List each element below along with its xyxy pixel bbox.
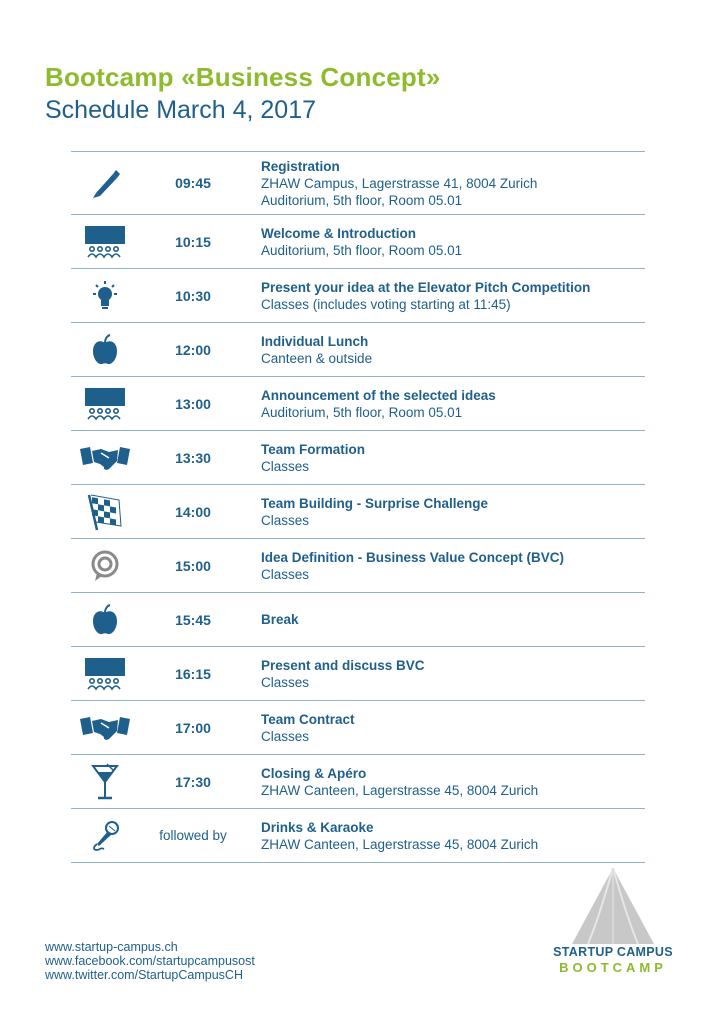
schedule-title: Announcement of the selected ideas — [261, 387, 496, 403]
schedule-title: Registration — [261, 158, 340, 174]
footer-links — [45, 940, 255, 982]
schedule-title: Welcome & Introduction — [261, 225, 417, 241]
schedule-row — [71, 755, 645, 809]
schedule-description — [261, 377, 645, 430]
page-subtitle: Schedule March 4, 2017 — [45, 96, 317, 124]
schedule-title: Present your idea at the Elevator Pitch Competition — [261, 279, 591, 295]
schedule-time: 13:00 — [175, 395, 211, 412]
handshake-icon — [79, 701, 131, 754]
location-pin-icon — [79, 539, 131, 592]
schedule-time: followed by — [159, 828, 227, 843]
schedule-title: Break — [261, 612, 299, 627]
schedule-detail: Auditorium, 5th floor, Room 05.01 — [261, 192, 463, 208]
schedule-row — [71, 215, 645, 269]
schedule-time: 13:30 — [175, 449, 211, 466]
schedule-description — [261, 809, 645, 862]
apple-icon — [79, 323, 131, 376]
schedule-detail: Classes — [261, 566, 310, 582]
schedule-description — [261, 755, 645, 808]
schedule-time: 17:30 — [175, 773, 211, 790]
schedule-detail: Classes — [261, 674, 310, 690]
schedule-detail: Auditorium, 5th floor, Room 05.01 — [261, 242, 463, 258]
schedule-row — [71, 485, 645, 539]
schedule-time: 15:45 — [175, 611, 211, 628]
schedule-time: 16:15 — [175, 665, 211, 682]
schedule-row — [71, 152, 645, 215]
schedule-time: 09:45 — [175, 175, 211, 191]
schedule-detail: Canteen & outside — [261, 350, 373, 366]
schedule-detail: ZHAW Canteen, Lagerstrasse 45, 8004 Zurich — [261, 782, 539, 798]
schedule-time: 10:30 — [175, 287, 211, 304]
schedule-time: 14:00 — [175, 503, 211, 520]
schedule-description — [261, 647, 645, 700]
schedule-time: 15:00 — [175, 557, 211, 574]
schedule-description — [261, 269, 645, 322]
schedule-description — [261, 431, 645, 484]
logo-line2: BOOTCAMP — [559, 960, 667, 975]
schedule-detail: ZHAW Campus, Lagerstrasse 41, 8004 Zurich — [261, 175, 538, 191]
schedule-description — [261, 593, 645, 646]
schedule-row — [71, 647, 645, 701]
schedule-description — [261, 323, 645, 376]
schedule-title: Individual Lunch — [261, 333, 369, 349]
footer-link[interactable]: www.twitter.com/StartupCampusCH — [45, 968, 243, 982]
schedule-title: Team Contract — [261, 711, 355, 727]
lightbulb-icon — [79, 269, 131, 322]
handshake-icon — [79, 431, 131, 484]
schedule-description — [261, 215, 645, 268]
logo-line1: STARTUP CAMPUS — [553, 945, 673, 959]
schedule-row — [71, 323, 645, 377]
apple-icon — [79, 593, 131, 646]
schedule-detail: Classes — [261, 458, 310, 474]
schedule-row — [71, 593, 645, 647]
schedule-row — [71, 431, 645, 485]
schedule-title: Closing & Apéro — [261, 765, 367, 781]
checkered-flag-icon — [79, 485, 131, 538]
schedule-description — [261, 152, 645, 214]
schedule-table — [71, 151, 645, 863]
schedule-description — [261, 485, 645, 538]
microphone-icon — [79, 809, 131, 862]
footer-link[interactable]: www.startup-campus.ch — [45, 940, 178, 954]
auditorium-icon — [79, 647, 131, 700]
footer-link[interactable]: www.facebook.com/startupcampusost — [45, 954, 255, 968]
schedule-time: 17:00 — [175, 719, 211, 736]
schedule-detail: Classes — [261, 512, 310, 528]
schedule-title: Drinks & Karaoke — [261, 819, 374, 835]
schedule-detail: Classes — [261, 728, 310, 744]
schedule-time: 12:00 — [175, 341, 211, 358]
page-title: Bootcamp «Business Concept» — [45, 62, 441, 92]
schedule-row — [71, 269, 645, 323]
schedule-title: Idea Definition - Business Value Concept (BVC) — [261, 549, 565, 565]
schedule-row — [71, 377, 645, 431]
schedule-title: Team Formation — [261, 441, 366, 457]
schedule-detail: ZHAW Canteen, Lagerstrasse 45, 8004 Zurich — [261, 836, 539, 852]
schedule-row — [71, 539, 645, 593]
schedule-row — [71, 809, 645, 863]
schedule-time: 10:15 — [175, 233, 211, 250]
auditorium-icon — [79, 215, 131, 268]
schedule-description — [261, 701, 645, 754]
schedule-detail: Classes (includes voting starting at 11:45) — [261, 296, 511, 312]
schedule-title: Present and discuss BVC — [261, 657, 425, 673]
pen-icon — [79, 152, 131, 214]
schedule-row — [71, 701, 645, 755]
schedule-description — [261, 539, 645, 592]
cocktail-icon — [79, 755, 131, 808]
schedule-detail: Auditorium, 5th floor, Room 05.01 — [261, 404, 463, 420]
schedule-title: Team Building - Surprise Challenge — [261, 495, 489, 511]
auditorium-icon — [79, 377, 131, 430]
